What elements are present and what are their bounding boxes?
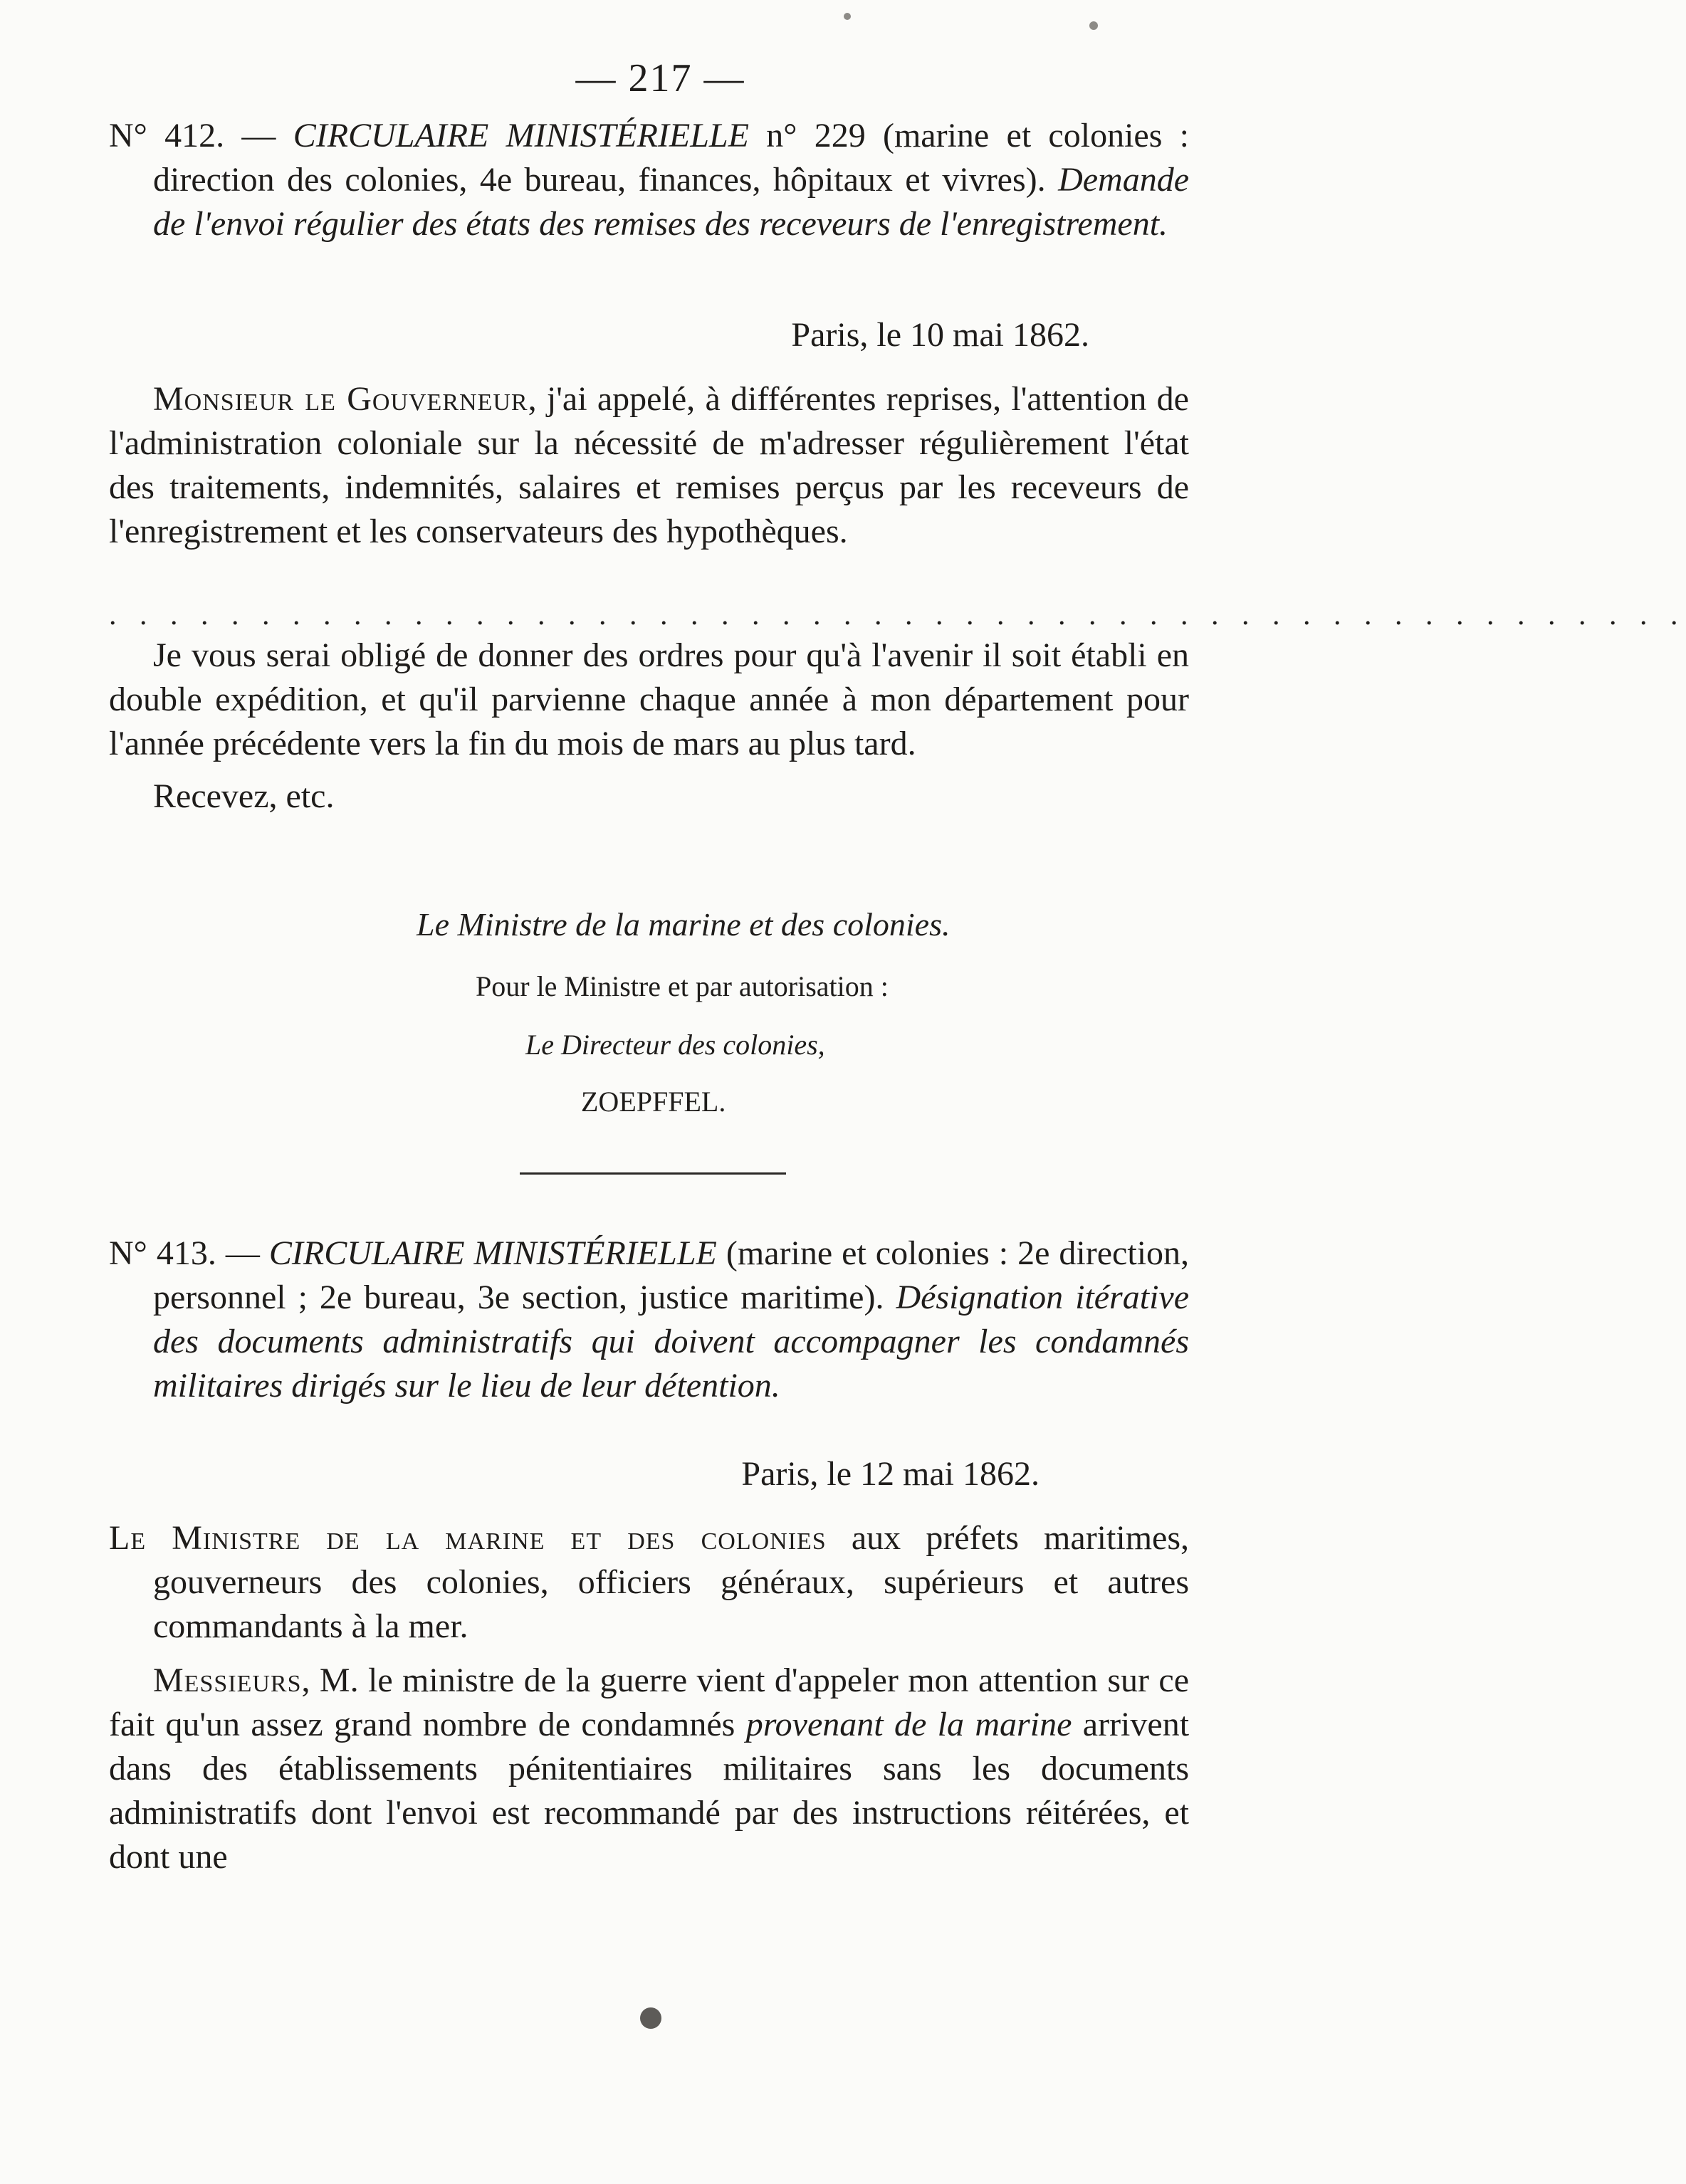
entry-412-title: CIRCULAIRE MINISTÉRIELLE <box>293 117 749 154</box>
entry-412-subtitle: n° 229 (marine et colonies : direction des colonies, 4e bureau, finances, hôpitaux et vivres). <box>153 117 1190 199</box>
entry-413-date-block <box>109 1452 1189 1496</box>
entry-412 <box>109 114 1189 246</box>
page-number: — 217 — <box>575 56 745 100</box>
entry-413-dash: — <box>225 1234 260 1272</box>
entry-413-paragraph-1 <box>109 1659 1189 1879</box>
entry-413-heading <box>109 1232 1189 1408</box>
scan-speck <box>640 2007 661 2029</box>
entry-413-paragraph-1-italic: provenant de la marine <box>745 1706 1072 1743</box>
entry-413-address-caps: Le Ministre de la marine et des colonies <box>109 1519 827 1557</box>
entry-412-signature-authorization: Pour le Ministre et par autorisation : <box>476 970 889 1002</box>
entry-413-description: Désignation itérative des documents administratifs qui doivent accompagner les condamnés militaires dirigés sur le lieu de leur détention. <box>153 1279 1190 1405</box>
entry-412-paragraph-1 <box>109 377 1189 554</box>
entry-412-dash: — <box>241 117 276 154</box>
entry-412-date-block <box>109 313 1189 357</box>
entry-413-address-rest: aux préfets maritimes, gouverneurs des colonies, officiers généraux, supérieurs et autres commandants à la mer. <box>153 1519 1190 1645</box>
entry-413-date: Paris, le 12 mai 1862. <box>741 1455 1040 1493</box>
entry-413-body <box>109 1659 1189 1879</box>
entry-412-heading <box>109 114 1189 246</box>
entry-413-address <box>109 1516 1189 1649</box>
entry-413-paragraph-1a: , M. le ministre de la guerre vient d'appeler mon attention sur ce fait qu'un assez grand nombre de condamnés <box>109 1661 1189 1743</box>
scan-speck <box>1089 21 1098 30</box>
entry-412-closing: Recevez, etc. <box>153 777 335 815</box>
entry-413-address-text <box>109 1516 1189 1649</box>
entry-412-description: Demande de l'envoi régulier des états des remises des receveurs de l'enregistrement. <box>153 161 1189 243</box>
entry-413-title: CIRCULAIRE MINISTÉRIELLE <box>268 1234 717 1272</box>
entry-412-body <box>109 377 1189 554</box>
entry-412-body-2 <box>109 634 1189 819</box>
entry-412-date: Paris, le 10 mai 1862. <box>791 316 1089 354</box>
entry-412-salutation: Monsieur le Gouverneur <box>153 380 528 418</box>
entry-413-subtitle: (marine et colonies : 2e direction, personnel ; 2e bureau, 3e section, justice maritime). <box>153 1234 1190 1316</box>
entry-413-number: N° 413. <box>109 1234 216 1272</box>
entry-413 <box>109 1232 1189 1408</box>
entry-412-signature-minister: Le Ministre de la marine et des colonies. <box>417 906 951 943</box>
entry-412-paragraph-1-text: , j'ai appelé, à différentes reprises, l'attention de l'administration coloniale sur la nécessité de m'adresser régulièrement l'état des traitements, indemnités, salaires et remises perçus par les receveurs de l'enregistrement et les conservateurs des hypothèques. <box>109 380 1189 550</box>
ellipsis-dots: . . . . . . . . . . . . . . . . . . . . . . . . . . . . . . . . . . . . . . . . . . . . . . . . . . . . <box>109 599 1686 631</box>
section-divider <box>520 1172 786 1175</box>
entry-412-paragraph-2: Je vous serai obligé de donner des ordres pour qu'à l'avenir il soit établi en double expédition, et qu'il parvienne chaque année à mon département pour l'année précédente vers la fin du mois de mars au plus tard. <box>109 636 1189 762</box>
scan-speck <box>844 13 851 20</box>
entry-412-signature-name: ZOEPFFEL. <box>581 1086 726 1118</box>
entry-412-signature-director: Le Directeur des colonies, <box>525 1029 825 1061</box>
entry-412-number: N° 412. <box>109 117 225 154</box>
entry-413-paragraph-1b: arrivent dans des établissements pénitentiaires militaires sans les documents administratifs dont l'envoi est recommandé par des instructions réitérées, et dont une <box>109 1706 1190 1876</box>
entry-413-salutation: Messieurs <box>153 1661 302 1699</box>
